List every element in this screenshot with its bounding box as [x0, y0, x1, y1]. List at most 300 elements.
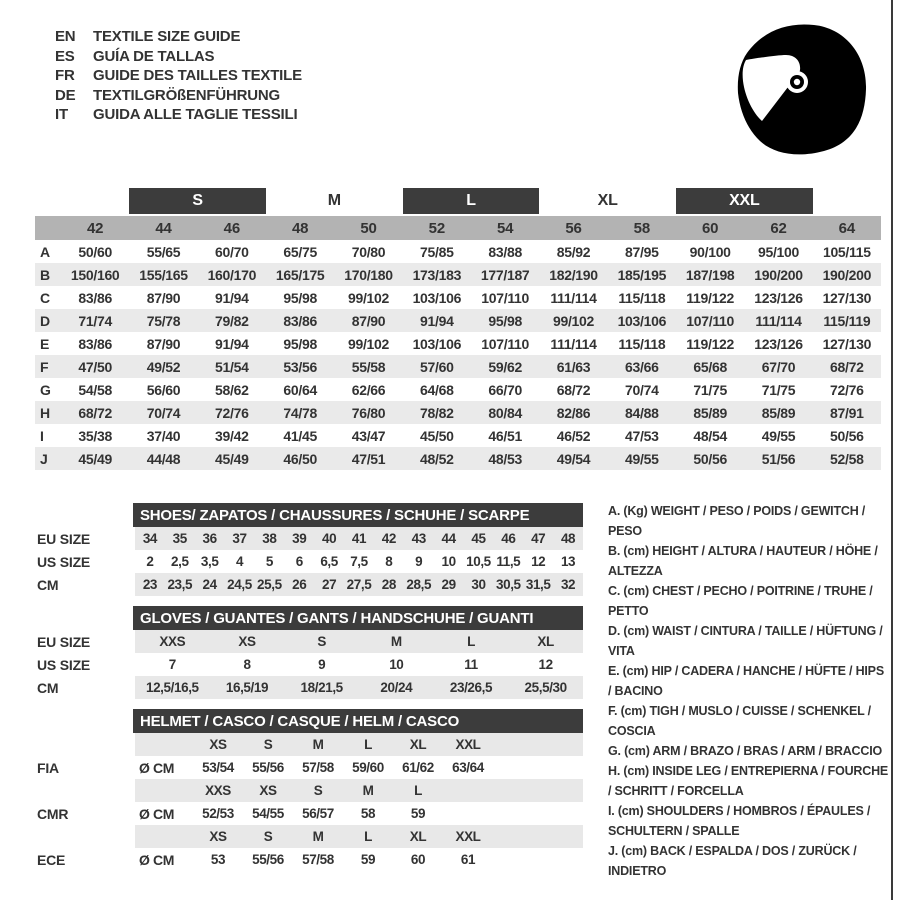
size-table-row — [35, 401, 881, 424]
row-letter-cell: D — [40, 312, 51, 329]
size-number-cell: 56 — [565, 219, 582, 237]
value-cell: 31,5 — [525, 577, 551, 592]
size-value-cell: 65/75 — [283, 243, 317, 260]
language-title: TEXTILE SIZE GUIDE — [93, 28, 241, 45]
size-value-cell: 91/94 — [420, 312, 454, 329]
size-value-cell: 51/56 — [761, 450, 796, 467]
value-cell: 26 — [292, 577, 307, 592]
size-value-cell: 83/86 — [78, 289, 112, 306]
row-label: CM — [37, 576, 59, 593]
value-cell: M — [390, 634, 402, 649]
value-cell: 5 — [265, 554, 273, 569]
value-cell: 59/60 — [352, 760, 384, 775]
row-letter-cell: J — [40, 450, 48, 467]
row-label: FIA — [37, 759, 59, 776]
row-values — [135, 527, 583, 550]
size-value-cell: 90/100 — [689, 243, 731, 260]
size-value-cell: 37/40 — [146, 427, 181, 444]
size-value-cell: 87/90 — [146, 289, 181, 306]
size-group-l: L — [403, 188, 540, 214]
value-cell: 59 — [410, 806, 426, 821]
size-value-cell: 56/60 — [146, 381, 181, 398]
size-table-row — [35, 332, 881, 355]
size-number-cell: 50 — [360, 219, 377, 237]
value-cell: 2,5 — [171, 554, 189, 569]
legend-item: C. (cm) CHEST / PECHO / POITRINE / TRUHE / PETTO — [608, 584, 873, 618]
value-cell: 42 — [381, 531, 396, 546]
value-cell: 55/56 — [252, 760, 284, 775]
value-cell: 36 — [202, 531, 217, 546]
unit-label-cell: Ø CM — [139, 851, 174, 868]
size-value-cell: 71/75 — [693, 381, 727, 398]
size-value-cell: 72/76 — [830, 381, 864, 398]
size-value-cell: 75/85 — [420, 243, 454, 260]
value-cell: 23,5 — [167, 577, 193, 592]
size-value-cell: 99/102 — [347, 335, 389, 352]
size-value-cell: 66/70 — [488, 381, 522, 398]
size-value-cell: 70/74 — [146, 404, 181, 421]
value-cell: XS — [259, 783, 277, 798]
row-label: US SIZE — [37, 553, 91, 570]
value-cell: XL — [537, 634, 554, 649]
size-value-cell: 127/130 — [822, 289, 872, 306]
row-letter-cell: C — [40, 289, 51, 306]
shoes-table-row — [35, 573, 583, 596]
size-value-cell: 190/200 — [822, 266, 872, 283]
legend-item: B. (cm) HEIGHT / ALTURA / HAUTEUR / HÖHE / ALTEZZA — [608, 544, 878, 578]
size-value-cell: 52/58 — [830, 450, 864, 467]
measurement-legend — [608, 501, 890, 881]
size-value-cell: 48/54 — [693, 427, 727, 444]
size-value-cell: 103/106 — [412, 335, 462, 352]
size-value-cell: 48/52 — [420, 450, 454, 467]
size-value-cell: 63/66 — [625, 358, 659, 375]
size-group-row — [35, 188, 881, 214]
page-edge-line — [891, 0, 893, 900]
value-cell: 44 — [441, 531, 456, 546]
gloves-size-table — [35, 606, 583, 699]
value-cell: L — [364, 829, 372, 844]
size-value-cell: 64/68 — [420, 381, 454, 398]
size-value-cell: 85/92 — [556, 243, 591, 260]
row-letter-cell: F — [40, 358, 49, 375]
value-cell: 39 — [292, 531, 307, 546]
value-cell: S — [317, 634, 326, 649]
value-cell: 25,5/30 — [524, 680, 567, 695]
value-cell: 10,5 — [466, 554, 491, 569]
size-number-cell: 48 — [292, 219, 309, 237]
gloves-table-row — [35, 676, 583, 699]
size-value-cell: 87/95 — [625, 243, 659, 260]
size-table-row — [35, 240, 881, 263]
value-cell: 11 — [464, 657, 478, 672]
size-value-cell: 87/91 — [830, 404, 864, 421]
shoes-table-row — [35, 550, 583, 573]
size-value-cell: 103/106 — [412, 289, 462, 306]
size-value-cell: 119/122 — [686, 289, 735, 306]
value-cell: XXS — [205, 783, 231, 798]
row-label — [35, 825, 135, 848]
size-value-cell: 87/90 — [351, 312, 386, 329]
row-values — [135, 779, 583, 802]
size-value-cell: 115/118 — [618, 335, 666, 352]
size-value-cell: 39/42 — [215, 427, 249, 444]
size-value-cell: 48/53 — [488, 450, 522, 467]
legend-item: F. (cm) TIGH / MUSLO / CUISSE / SCHENKEL / COSCIA — [608, 704, 871, 738]
size-number-cell: 58 — [633, 219, 650, 237]
size-value-cell: 61/63 — [556, 358, 591, 375]
value-cell: 30 — [471, 577, 486, 592]
size-value-cell: 75/78 — [146, 312, 181, 329]
value-cell: 53/54 — [202, 760, 234, 775]
row-label: EU SIZE — [37, 633, 91, 650]
row-values — [135, 573, 583, 596]
value-cell: 63/64 — [452, 760, 484, 775]
size-table-row — [35, 378, 881, 401]
value-cell: 53 — [210, 852, 226, 867]
size-value-cell: 68/72 — [556, 381, 591, 398]
row-label: ECE — [37, 851, 66, 868]
legend-item: E. (cm) HIP / CADERA / HANCHE / HÜFTE / HIPS / BACINO — [608, 664, 884, 698]
size-value-cell: 50/56 — [830, 427, 864, 444]
value-cell: 20/24 — [380, 680, 413, 695]
shoes-table-title: SHOES/ ZAPATOS / CHAUSSURES / SCHUHE / SCARPE — [133, 503, 583, 527]
value-cell: XS — [209, 829, 227, 844]
size-table-row — [35, 424, 881, 447]
size-value-cell: 41/45 — [283, 427, 317, 444]
value-cell: XS — [238, 634, 256, 649]
size-group-s: S — [129, 188, 266, 214]
value-cell: 28 — [381, 577, 396, 592]
legend-item: H. (cm) INSIDE LEG / ENTREPIERNA / FOURCHE / SCHRITT / FORCELLA — [608, 764, 889, 798]
size-value-cell: 87/90 — [146, 335, 181, 352]
gloves-table-title: GLOVES / GUANTES / GANTS / HANDSCHUHE / GUANTI — [133, 606, 583, 630]
size-number-cell: 62 — [770, 219, 787, 237]
value-cell: L — [364, 737, 372, 752]
value-cell: 18/21,5 — [300, 680, 343, 695]
size-value-cell: 62/66 — [351, 381, 386, 398]
size-value-cell: 47/53 — [625, 427, 659, 444]
size-value-cell: 99/102 — [552, 312, 594, 329]
size-value-cell: 170/180 — [344, 266, 393, 283]
size-value-cell: 111/114 — [755, 312, 802, 329]
value-cell: 27,5 — [346, 577, 372, 592]
value-cell: 32 — [560, 577, 576, 592]
size-value-cell: 79/82 — [215, 312, 249, 329]
value-cell: 57/58 — [302, 852, 334, 867]
size-value-cell: 49/55 — [625, 450, 659, 467]
value-cell: 56/57 — [302, 806, 334, 821]
size-group-xl: XL — [597, 192, 618, 209]
value-cell: 30,5 — [495, 577, 521, 592]
language-code: FR — [55, 67, 75, 84]
size-value-cell: 60/64 — [283, 381, 317, 398]
language-title: GUÍA DE TALLAS — [93, 47, 215, 65]
size-value-cell: 51/54 — [215, 358, 249, 375]
size-value-cell: 60/70 — [215, 243, 249, 260]
value-cell: 2 — [146, 554, 154, 569]
value-cell: 43 — [411, 531, 426, 546]
value-cell: 58 — [360, 806, 376, 821]
helmet-size-table — [35, 709, 583, 871]
value-cell: 24,5 — [227, 577, 252, 592]
row-label — [35, 779, 135, 802]
helmet-icon — [726, 20, 878, 166]
value-cell: 9 — [318, 657, 326, 672]
size-value-cell: 50/56 — [693, 450, 727, 467]
helmet-table-row — [35, 756, 583, 779]
value-cell: XL — [409, 737, 427, 752]
size-value-cell: 127/130 — [822, 335, 872, 352]
size-value-cell: 95/100 — [757, 243, 799, 260]
size-group-m: M — [327, 192, 341, 209]
size-value-cell: 103/106 — [617, 312, 667, 329]
value-cell: 6 — [295, 554, 303, 569]
value-cell: XXL — [455, 737, 481, 752]
value-cell: XXL — [455, 829, 481, 844]
row-letter-cell: B — [40, 266, 51, 283]
size-value-cell: 45/50 — [420, 427, 454, 444]
size-number-cell: 44 — [155, 219, 172, 237]
size-value-cell: 35/38 — [78, 427, 112, 444]
size-value-cell: 95/98 — [488, 312, 522, 329]
row-label: CMR — [37, 805, 69, 822]
value-cell: 4 — [235, 554, 244, 569]
size-value-cell: 67/70 — [761, 358, 796, 375]
size-value-cell: 43/47 — [351, 427, 386, 444]
value-cell: 61 — [460, 852, 476, 867]
size-value-cell: 70/74 — [625, 381, 659, 398]
size-value-cell: 59/62 — [488, 358, 522, 375]
size-value-cell: 50/60 — [78, 243, 112, 260]
value-cell: 27 — [322, 577, 337, 592]
row-letter-cell: G — [40, 381, 51, 398]
value-cell: 9 — [415, 554, 423, 569]
size-value-cell: 78/82 — [420, 404, 454, 421]
value-cell: 6,5 — [320, 554, 338, 569]
value-cell: 23/26,5 — [449, 680, 493, 695]
size-value-cell: 70/80 — [351, 243, 386, 260]
language-code: EN — [55, 28, 76, 45]
value-cell: XL — [409, 829, 427, 844]
row-label: CM — [37, 679, 59, 696]
value-cell: 7 — [168, 657, 176, 672]
size-value-cell: 46/51 — [488, 427, 522, 444]
value-cell: XS — [209, 737, 227, 752]
size-value-cell: 115/118 — [618, 289, 666, 306]
value-cell: 16,5/19 — [225, 680, 269, 695]
value-cell: 45 — [471, 531, 486, 546]
value-cell: 3,5 — [200, 554, 219, 569]
value-cell: 55/56 — [252, 852, 284, 867]
size-value-cell: 45/49 — [78, 450, 112, 467]
value-cell: 57/58 — [302, 760, 334, 775]
size-value-cell: 177/187 — [480, 266, 530, 283]
row-values — [135, 848, 583, 871]
size-value-cell: 45/49 — [215, 450, 249, 467]
value-cell: 46 — [501, 531, 516, 546]
size-value-cell: 115/119 — [823, 312, 871, 329]
gloves-table-row — [35, 630, 583, 653]
size-value-cell: 111/114 — [550, 289, 597, 306]
size-value-cell: 49/52 — [146, 358, 181, 375]
value-cell: 7,5 — [350, 554, 368, 569]
size-value-cell: 155/165 — [139, 266, 188, 283]
size-value-cell: 83/88 — [488, 243, 522, 260]
helmet-table-row — [35, 848, 583, 871]
row-letter-cell: H — [40, 404, 51, 421]
language-list — [55, 28, 302, 124]
row-label: US SIZE — [37, 656, 91, 673]
size-value-cell: 123/126 — [754, 335, 803, 352]
size-band-row — [35, 216, 881, 240]
row-values — [135, 733, 583, 756]
language-code: ES — [55, 47, 75, 65]
size-value-cell: 71/74 — [78, 312, 112, 329]
value-cell: S — [263, 829, 273, 844]
value-cell: 61/62 — [402, 760, 434, 775]
size-value-cell: 83/86 — [283, 312, 317, 329]
size-value-cell: 47/50 — [78, 358, 112, 375]
value-cell: 59 — [360, 852, 376, 867]
value-cell: 48 — [560, 531, 576, 546]
size-value-cell: 46/52 — [556, 427, 591, 444]
value-cell: S — [313, 783, 323, 798]
size-value-cell: 55/58 — [351, 358, 386, 375]
value-cell: 12 — [531, 554, 546, 569]
value-cell: 29 — [441, 577, 456, 592]
value-cell: 11,5 — [496, 554, 521, 569]
row-label — [35, 733, 135, 756]
row-values — [135, 653, 583, 676]
size-value-cell: 150/160 — [70, 266, 120, 283]
size-table-row — [35, 309, 881, 332]
size-value-cell: 55/65 — [146, 243, 181, 260]
value-cell: 12,5/16,5 — [145, 680, 199, 695]
size-table-row — [35, 286, 881, 309]
value-cell: 37 — [232, 531, 247, 546]
row-letter-cell: A — [40, 243, 51, 260]
size-value-cell: 46/50 — [283, 450, 317, 467]
value-cell: M — [362, 783, 374, 798]
language-title: GUIDA ALLE TAGLIE TESSILI — [93, 106, 298, 123]
size-value-cell: 68/72 — [830, 358, 864, 375]
value-cell: M — [312, 829, 324, 844]
size-value-cell: 49/55 — [761, 427, 796, 444]
size-value-cell: 91/94 — [215, 289, 249, 306]
language-code: DE — [55, 86, 76, 104]
helmet-table-row — [35, 825, 583, 848]
language-title: TEXTILGRÖßENFÜHRUNG — [93, 86, 281, 104]
helmet-table-row — [35, 802, 583, 825]
size-value-cell: 160/170 — [207, 266, 257, 283]
size-value-cell: 65/68 — [693, 358, 727, 375]
gloves-table-row — [35, 653, 583, 676]
value-cell: 25,5 — [257, 577, 282, 592]
legend-item: G. (cm) ARM / BRAZO / BRAS / ARM / BRACCIO — [608, 744, 883, 758]
row-letter-cell: I — [40, 427, 44, 444]
size-value-cell: 83/86 — [78, 335, 112, 352]
size-value-cell: 84/88 — [625, 404, 659, 421]
size-value-cell: 99/102 — [347, 289, 389, 306]
size-value-cell: 47/51 — [351, 450, 386, 467]
size-value-cell: 85/89 — [761, 404, 796, 421]
size-table-row — [35, 355, 881, 378]
value-cell: S — [263, 737, 273, 752]
size-table-row — [35, 447, 881, 470]
size-value-cell: 187/198 — [685, 266, 735, 283]
row-values — [135, 802, 583, 825]
row-values — [135, 825, 583, 848]
value-cell: XXS — [159, 634, 186, 649]
unit-label-cell: Ø CM — [139, 805, 174, 822]
size-number-cell: 42 — [87, 219, 104, 237]
size-value-cell: 95/98 — [283, 335, 317, 352]
size-number-cell: 52 — [428, 219, 445, 237]
row-values — [135, 550, 583, 573]
helmet-table-row — [35, 733, 583, 756]
size-value-cell: 82/86 — [556, 404, 591, 421]
language-code: IT — [55, 106, 68, 123]
value-cell: 35 — [172, 531, 187, 546]
value-cell: 38 — [262, 531, 277, 546]
size-value-cell: 190/200 — [754, 266, 803, 283]
size-value-cell: 71/75 — [761, 381, 796, 398]
value-cell: 24 — [202, 577, 217, 592]
value-cell: 47 — [531, 531, 546, 546]
value-cell: 8 — [385, 554, 393, 569]
size-value-cell: 111/114 — [550, 335, 597, 352]
size-value-cell: 54/58 — [78, 381, 112, 398]
size-value-cell: 107/110 — [481, 289, 530, 306]
value-cell: 13 — [560, 554, 576, 569]
size-value-cell: 80/84 — [488, 404, 522, 421]
row-letter-cell: E — [40, 335, 50, 352]
size-value-cell: 76/80 — [351, 404, 386, 421]
size-value-cell: 185/195 — [617, 266, 667, 283]
size-value-cell: 44/48 — [146, 450, 181, 467]
size-value-cell: 182/190 — [549, 266, 598, 283]
value-cell: L — [414, 783, 422, 798]
size-number-cell: 60 — [702, 219, 719, 237]
row-values — [135, 756, 583, 779]
row-label: EU SIZE — [37, 530, 91, 547]
size-value-cell: 68/72 — [78, 404, 112, 421]
value-cell: 10 — [389, 657, 404, 672]
size-value-cell: 165/175 — [275, 266, 325, 283]
value-cell: 23 — [142, 577, 158, 592]
size-value-cell: 49/54 — [556, 450, 591, 467]
size-value-cell: 74/78 — [283, 404, 317, 421]
value-cell: 28,5 — [406, 577, 432, 592]
size-value-cell: 107/110 — [481, 335, 530, 352]
size-group-xxl: XXL — [676, 188, 813, 214]
value-cell: 52/53 — [202, 806, 234, 821]
size-value-cell: 105/115 — [822, 243, 871, 260]
unit-label-cell: Ø CM — [139, 759, 174, 776]
value-cell: 60 — [410, 852, 426, 867]
size-value-cell: 123/126 — [754, 289, 803, 306]
language-title: GUIDE DES TAILLES TEXTILE — [93, 67, 302, 84]
size-number-cell: 46 — [223, 219, 240, 237]
legend-item: D. (cm) WAIST / CINTURA / TAILLE / HÜFTUNG / VITA — [608, 624, 883, 658]
value-cell: 54/55 — [252, 806, 284, 821]
value-cell: 8 — [243, 657, 251, 672]
value-cell: 34 — [142, 531, 158, 546]
helmet-table-row — [35, 779, 583, 802]
shoes-size-table — [35, 503, 583, 596]
lower-tables — [35, 503, 583, 881]
